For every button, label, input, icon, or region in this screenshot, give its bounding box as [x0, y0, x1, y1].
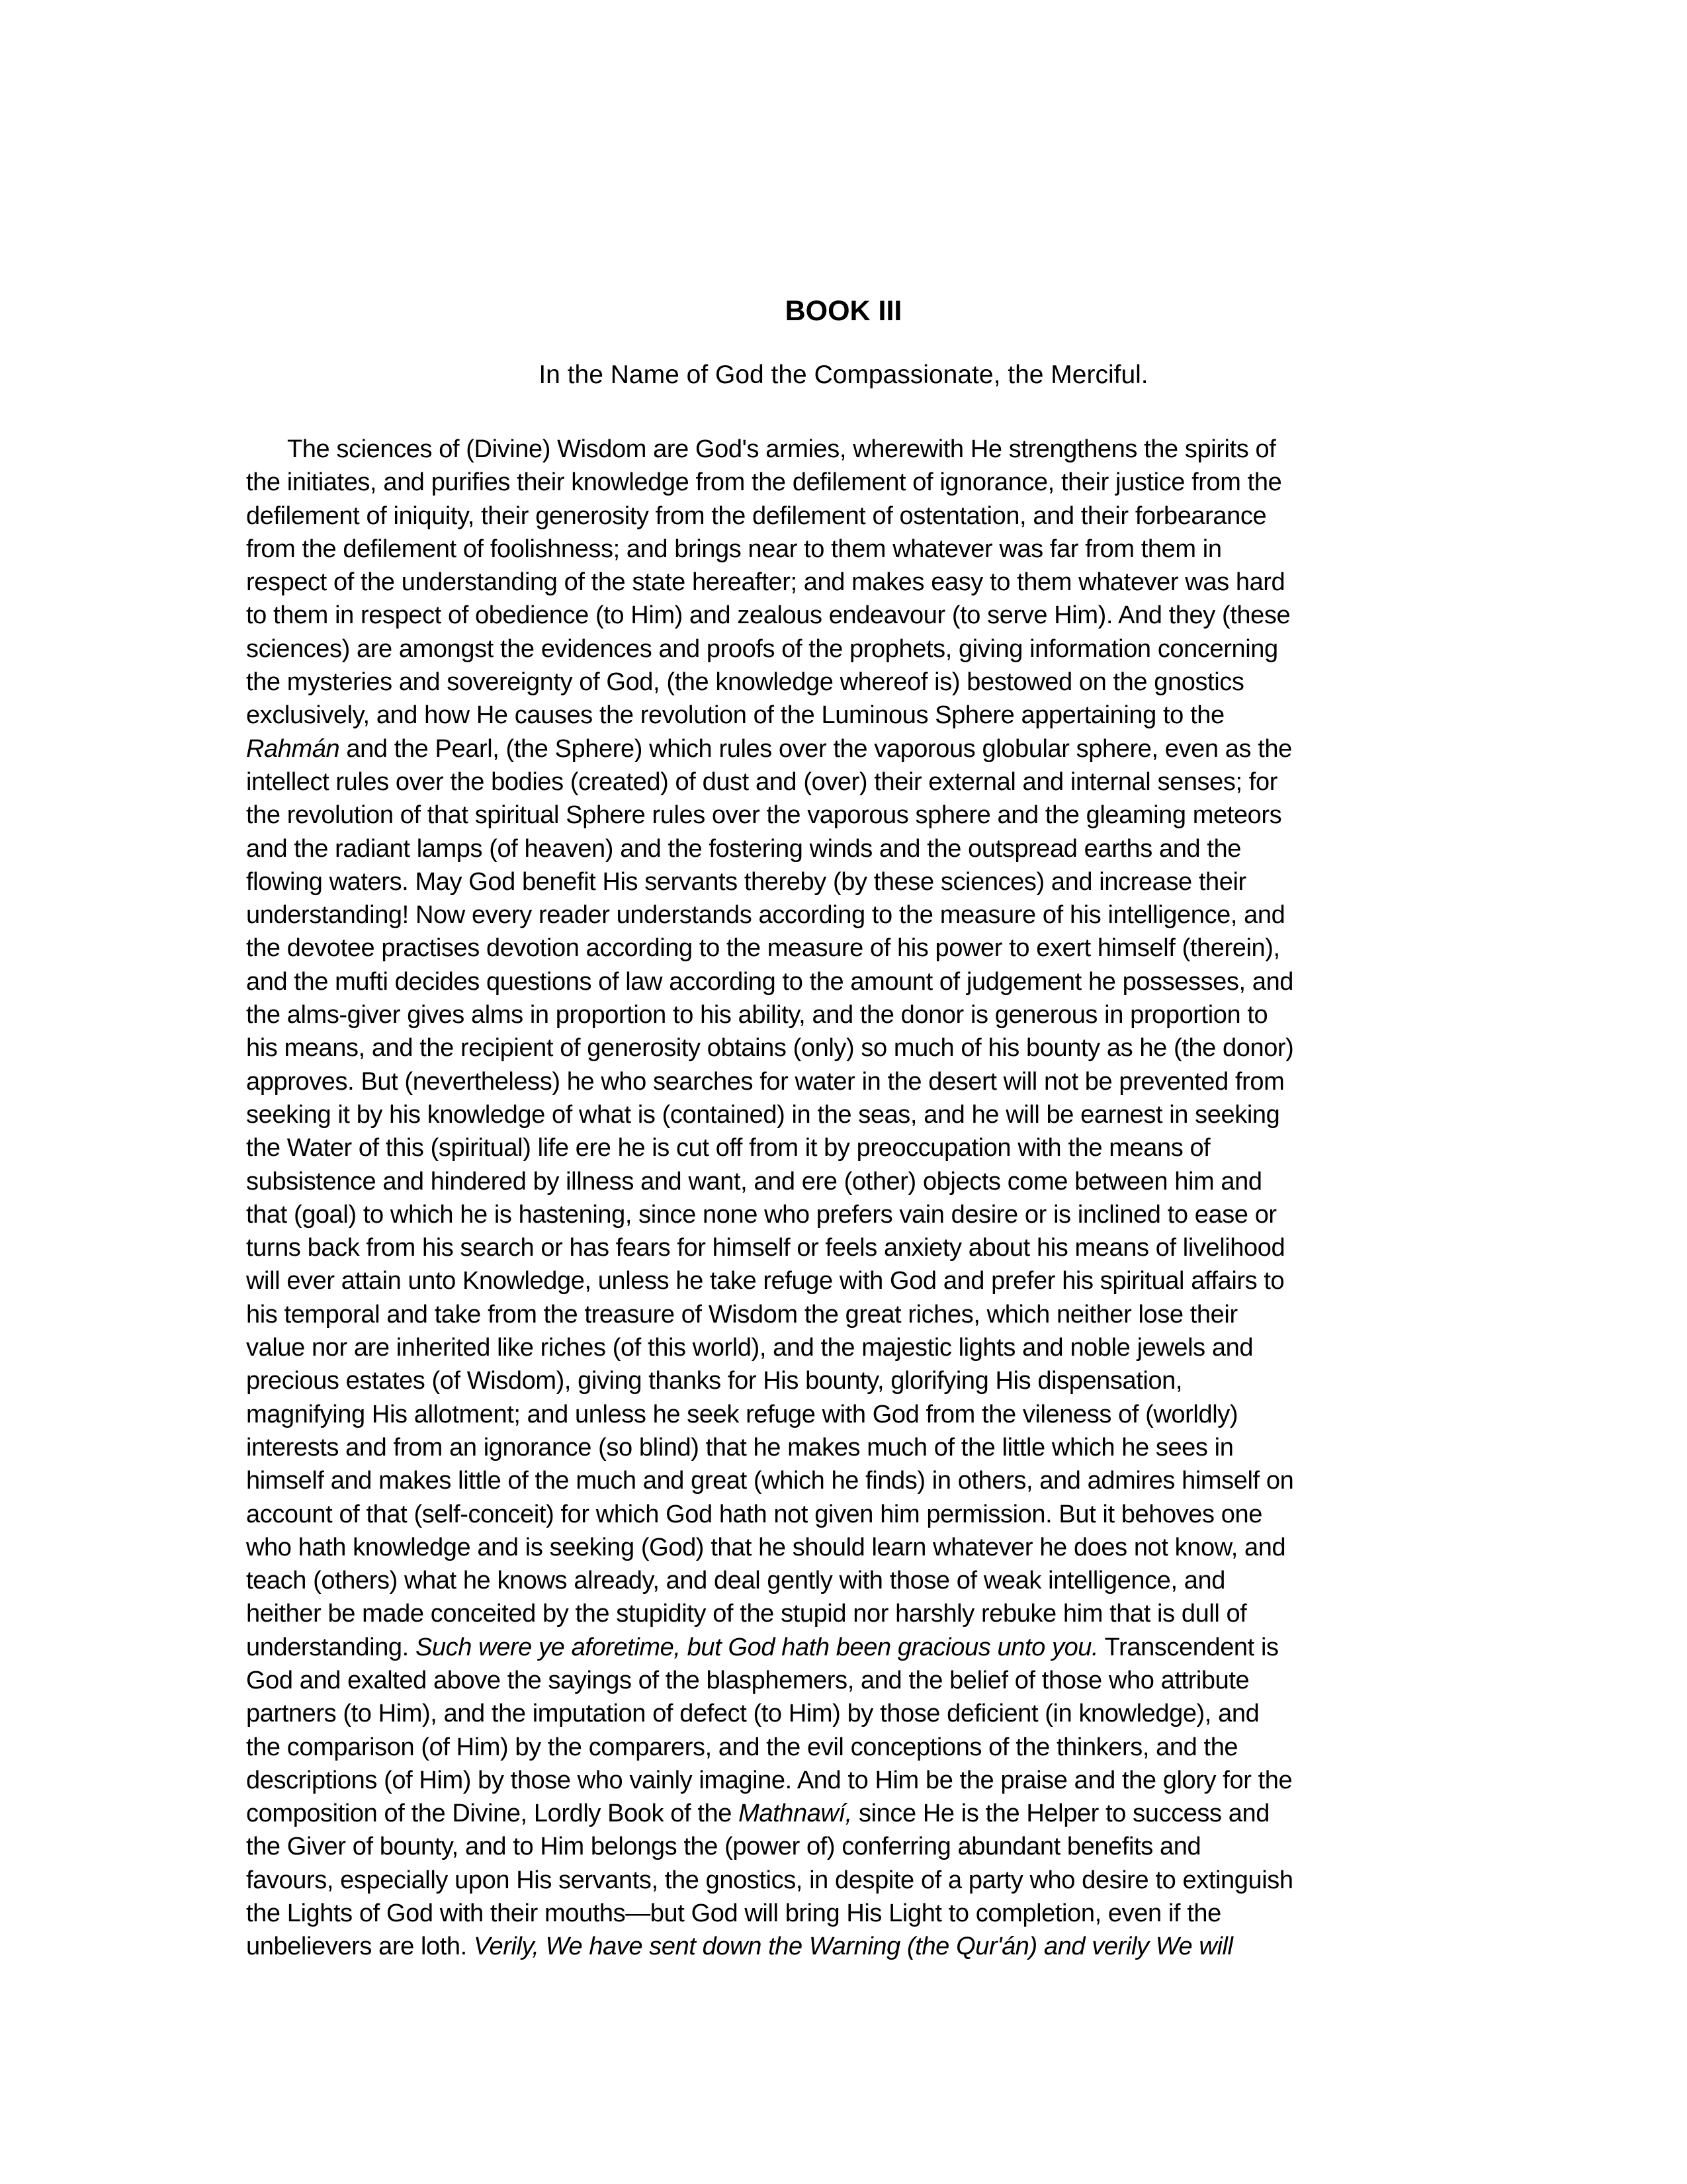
text-line: [246, 832, 1444, 865]
text-line: [246, 1065, 1444, 1098]
text-segment: and the radiant lamps (of heaven) and the fostering winds and the outspread earths and the: [246, 834, 1242, 863]
text-line: [246, 699, 1444, 732]
text-line: [246, 1531, 1444, 1564]
text-line: [246, 1731, 1444, 1764]
text-line: [246, 1631, 1444, 1664]
text-segment: favours, especially upon His servants, the gnostics, in despite of a party who desire to extinguish: [246, 1866, 1293, 1894]
text-line: [246, 1198, 1444, 1231]
text-segment: account of that (self-conceit) for which God hath not given him permission. But it behoves one: [246, 1500, 1263, 1528]
text-line: [246, 865, 1444, 898]
text-line: [246, 1398, 1444, 1431]
text-line: [246, 932, 1444, 965]
text-segment: the mysteries and sovereignty of God, (the knowledge whereof is) bestowed on the gnostics: [246, 668, 1244, 697]
text-segment: descriptions (of Him) by those who vainly imagine. And to Him be the praise and the glory for the: [246, 1766, 1293, 1794]
italic-text-segment: Verily, We have sent down the Warning (the Qur'án) and verily We will: [473, 1933, 1233, 1961]
text-line: [246, 1864, 1444, 1897]
text-line: [246, 633, 1444, 666]
italic-text-segment: Mathnawí,: [738, 1800, 852, 1828]
text-segment: the Water of this (spiritual) life ere he is cut off from it by preoccupation with the means of: [246, 1134, 1211, 1162]
text-line: [246, 1231, 1444, 1264]
text-segment: composition of the Divine, Lordly Book of the: [246, 1800, 739, 1828]
text-line: [246, 433, 1444, 466]
text-segment: and the mufti decides questions of law according to the amount of judgement he possesses, and: [246, 967, 1294, 996]
text-line: [246, 500, 1444, 533]
italic-text-segment: Rahmán: [246, 734, 340, 763]
text-segment: defilement of iniquity, their generosity from the defilement of ostentation, and their forbearance: [246, 502, 1267, 530]
text-segment: the initiates, and purifies their knowledge from the defilement of ignorance, their justice from the: [246, 468, 1282, 497]
text-segment: subsistence and hindered by illness and want, and ere (other) objects come between him and: [246, 1167, 1262, 1196]
text-segment: God and exalted above the sayings of the blasphemers, and the belief of those who attribute: [246, 1666, 1250, 1694]
text-line: [246, 1131, 1444, 1164]
italic-text-segment: Such were ye aforetime, but God hath been gracious unto you.: [415, 1633, 1099, 1661]
text-segment: Transcendent is: [1098, 1633, 1279, 1661]
text-segment: interests and from an ignorance (so blind) that he makes much of the little which he sees in: [246, 1433, 1234, 1462]
text-line: [246, 1597, 1444, 1630]
text-line: [246, 898, 1444, 932]
text-line: [246, 1331, 1444, 1364]
text-segment: partners (to Him), and the imputation of defect (to Him) by those deficient (in knowledge), and: [246, 1700, 1260, 1728]
text-segment: the Giver of bounty, and to Him belongs the (power of) conferring abundant benefits and: [246, 1833, 1201, 1861]
text-segment: The sciences of (Divine) Wisdom are God's armies, wherewith He strengthens the spirits of: [287, 435, 1276, 463]
text-segment: the revolution of that spiritual Sphere rules over the vaporous sphere and the gleaming meteors: [246, 801, 1282, 830]
text-line: [246, 1298, 1444, 1331]
text-segment: his temporal and take from the treasure of Wisdom the great riches, which neither lose their: [246, 1300, 1238, 1329]
text-line: [246, 1098, 1444, 1131]
text-segment: the comparison (of Him) by the comparers, and the evil conceptions of the thinkers, and the: [246, 1733, 1238, 1761]
text-segment: from the defilement of foolishness; and brings near to them whatever was far from them in: [246, 535, 1222, 563]
text-line: [246, 1664, 1444, 1697]
text-line: [246, 1364, 1444, 1397]
text-segment: value nor are inherited like riches (of this world), and the majestic lights and noble jewels and: [246, 1334, 1254, 1362]
text-segment: who hath knowledge and is seeking (God) that he should learn whatever he does not know, and: [246, 1533, 1286, 1561]
text-line: [246, 765, 1444, 799]
text-segment: his means, and the recipient of generosity obtains (only) so much of his bounty as he (the donor): [246, 1034, 1294, 1063]
text-line: [246, 1431, 1444, 1464]
text-segment: the alms-giver gives alms in proportion to his ability, and the donor is generous in proportion to: [246, 1001, 1268, 1029]
text-line: [246, 732, 1444, 765]
text-segment: since He is the Helper to success and: [851, 1800, 1270, 1828]
text-segment: the devotee practises devotion according to the measure of his power to exert himself (therein),: [246, 934, 1280, 963]
text-line: [246, 533, 1444, 566]
text-segment: turns back from his search or has fears for himself or feels anxiety about his means of livelihood: [246, 1234, 1285, 1262]
invocation-subtitle: In the Name of God the Compassionate, the Merciful.: [539, 361, 1148, 389]
text-segment: approves. But (nevertheless) he who searches for water in the desert will not be prevented from: [246, 1067, 1285, 1096]
text-line: [246, 1797, 1444, 1830]
text-segment: heither be made conceited by the stupidity of the stupid nor harshly rebuke him that is dull of: [246, 1600, 1247, 1628]
book-title: BOOK III: [785, 295, 902, 327]
text-line: [246, 1897, 1444, 1930]
text-segment: respect of the understanding of the state hereafter; and makes easy to them whatever was hard: [246, 568, 1285, 597]
body-paragraph: [246, 433, 1444, 1964]
text-line: [246, 799, 1444, 832]
text-segment: understanding! Now every reader understands according to the measure of his intelligence, and: [246, 901, 1285, 930]
text-segment: himself and makes little of the much and great (which he finds) in others, and admires himself on: [246, 1467, 1294, 1495]
text-line: [246, 1830, 1444, 1863]
text-segment: intellect rules over the bodies (created) of dust and (over) their external and internal senses; for: [246, 767, 1277, 796]
text-segment: exclusively, and how He causes the revolution of the Luminous Sphere appertaining to the: [246, 701, 1225, 730]
text-segment: teach (others) what he knows already, and deal gently with those of weak intelligence, and: [246, 1567, 1225, 1595]
text-segment: precious estates (of Wisdom), giving thanks for His bounty, glorifying His dispensation,: [246, 1367, 1183, 1395]
text-line: [246, 1498, 1444, 1531]
text-line: [246, 1930, 1444, 1963]
text-segment: understanding.: [246, 1633, 415, 1661]
text-segment: to them in respect of obedience (to Him) and zealous endeavour (to serve Him). And they (these: [246, 601, 1291, 630]
text-segment: will ever attain unto Knowledge, unless he take refuge with God and prefer his spiritual affairs to: [246, 1267, 1285, 1295]
text-segment: and the Pearl, (the Sphere) which rules over the vaporous globular sphere, even as the: [339, 734, 1292, 763]
text-line: [246, 666, 1444, 699]
text-line: [246, 1564, 1444, 1597]
text-line: [246, 1764, 1444, 1797]
text-segment: that (goal) to which he is hastening, since none who prefers vain desire or is inclined to ease or: [246, 1200, 1277, 1229]
text-segment: the Lights of God with their mouths—but God will bring His Light to completion, even if the: [246, 1900, 1221, 1928]
text-line: [246, 998, 1444, 1031]
text-line: [246, 1031, 1444, 1065]
text-segment: flowing waters. May God benefit His servants thereby (by these sciences) and increase their: [246, 867, 1246, 896]
text-line: [246, 466, 1444, 499]
text-line: [246, 1165, 1444, 1198]
text-line: [246, 599, 1444, 632]
text-line: [246, 965, 1444, 998]
text-line: [246, 1464, 1444, 1497]
text-segment: unbelievers are loth.: [246, 1933, 474, 1961]
text-line: [246, 566, 1444, 599]
text-line: [246, 1264, 1444, 1297]
text-segment: magnifying His allotment; and unless he seek refuge with God from the vileness of (worldly): [246, 1400, 1238, 1428]
text-segment: seeking it by his knowledge of what is (contained) in the seas, and he will be earnest in seeking: [246, 1100, 1280, 1129]
text-line: [246, 1697, 1444, 1730]
text-segment: sciences) are amongst the evidences and proofs of the prophets, giving information concerning: [246, 634, 1278, 663]
